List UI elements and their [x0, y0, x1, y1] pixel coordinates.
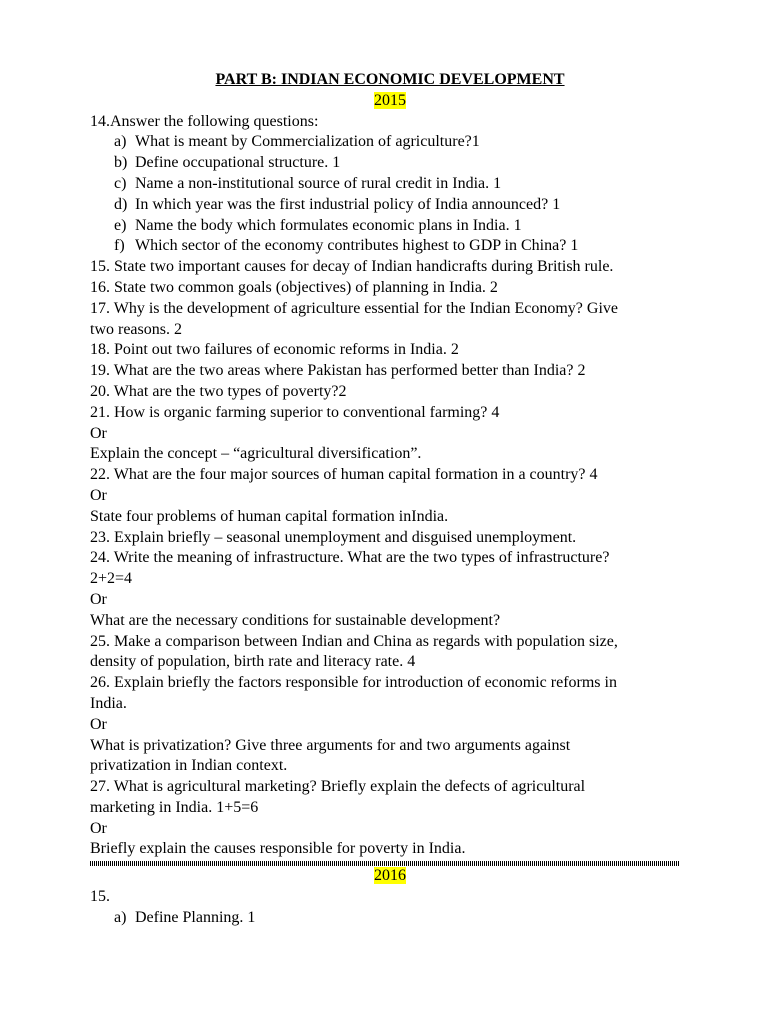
- item-letter: d): [114, 195, 128, 213]
- or-separator: Or: [90, 590, 107, 608]
- question-line: 15. State two important causes for decay of Indian handicrafts during British rule.: [90, 258, 614, 276]
- question-line: privatization in Indian context.: [90, 757, 288, 775]
- question-line: 18. Point out two failures of economic reforms in India. 2: [90, 341, 459, 359]
- item-text: What is meant by Commercialization of agriculture?1: [135, 133, 480, 151]
- question-line: density of population, birth rate and literacy rate. 4: [90, 653, 416, 671]
- question-15-2016: 15.: [90, 888, 110, 906]
- question-15-item: [90, 908, 690, 929]
- question-14-item: [90, 153, 690, 174]
- item-text: Which sector of the economy contributes highest to GDP in China? 1: [135, 237, 579, 255]
- item-text: Define occupational structure. 1: [135, 154, 341, 172]
- question-14-item: [90, 236, 690, 257]
- question-line: 22. What are the four major sources of human capital formation in a country? 4: [90, 466, 598, 484]
- item-text: Name a non-institutional source of rural credit in India. 1: [135, 174, 502, 192]
- question-line: 20. What are the two types of poverty?2: [90, 382, 347, 400]
- question-line: 26. Explain briefly the factors responsible for introduction of economic reforms in: [90, 674, 617, 692]
- question-14-intro: 14.Answer the following questions:: [90, 112, 319, 130]
- question-line: State four problems of human capital formation inIndia.: [90, 507, 449, 525]
- question-line: 25. Make a comparison between Indian and China as regards with population size,: [90, 632, 618, 650]
- year-heading-2015: 2015: [374, 91, 406, 109]
- question-line: marketing in India. 1+5=6: [90, 798, 259, 816]
- or-separator: Or: [90, 424, 107, 442]
- year-heading-2016: 2016: [374, 867, 406, 885]
- question-line: 24. Write the meaning of infrastructure. What are the two types of infrastructure?: [90, 549, 610, 567]
- year-heading-2016-row: [90, 866, 690, 887]
- question-line: 2+2=4: [90, 570, 133, 588]
- question-line: 23. Explain briefly – seasonal unemployment and disguised unemployment.: [90, 528, 577, 546]
- question-line: What are the necessary conditions for sustainable development?: [90, 611, 501, 629]
- question-line: 19. What are the two areas where Pakistan has performed better than India? 2: [90, 362, 586, 380]
- question-line: Explain the concept – “agricultural diversification”.: [90, 445, 422, 463]
- item-letter: a): [114, 908, 127, 926]
- item-letter: e): [114, 216, 127, 234]
- question-14-item: [90, 132, 690, 153]
- or-separator: Or: [90, 486, 107, 504]
- or-separator: Or: [90, 819, 107, 837]
- item-letter: a): [114, 133, 127, 151]
- item-text: Name the body which formulates economic plans in India. 1: [135, 216, 522, 234]
- document-body: [90, 70, 690, 929]
- item-text: Define Planning. 1: [135, 908, 256, 926]
- question-14-item: [90, 216, 690, 237]
- question-14-item: [90, 195, 690, 216]
- item-letter: b): [114, 154, 128, 172]
- question-line: 27. What is agricultural marketing? Briefly explain the defects of agricultural: [90, 778, 586, 796]
- question-line: India.: [90, 694, 127, 712]
- page-title-row: [90, 70, 690, 91]
- question-line: 16. State two common goals (objectives) of planning in India. 2: [90, 278, 498, 296]
- question-line: 17. Why is the development of agriculture essential for the Indian Economy? Give: [90, 299, 618, 317]
- question-line: Briefly explain the causes responsible for poverty in India.: [90, 840, 466, 858]
- item-letter: c): [114, 174, 127, 192]
- question-line: two reasons. 2: [90, 320, 182, 338]
- question-line: 21. How is organic farming superior to conventional farming? 4: [90, 403, 500, 421]
- question-14-item: [90, 174, 690, 195]
- item-text: In which year was the first industrial policy of India announced? 1: [135, 195, 561, 213]
- or-separator: Or: [90, 715, 107, 733]
- question-line: What is privatization? Give three arguments for and two arguments against: [90, 736, 571, 754]
- year-heading-2015-row: [90, 91, 690, 112]
- page-title: PART B: INDIAN ECONOMIC DEVELOPMENT: [215, 71, 565, 88]
- item-letter: f): [114, 237, 125, 255]
